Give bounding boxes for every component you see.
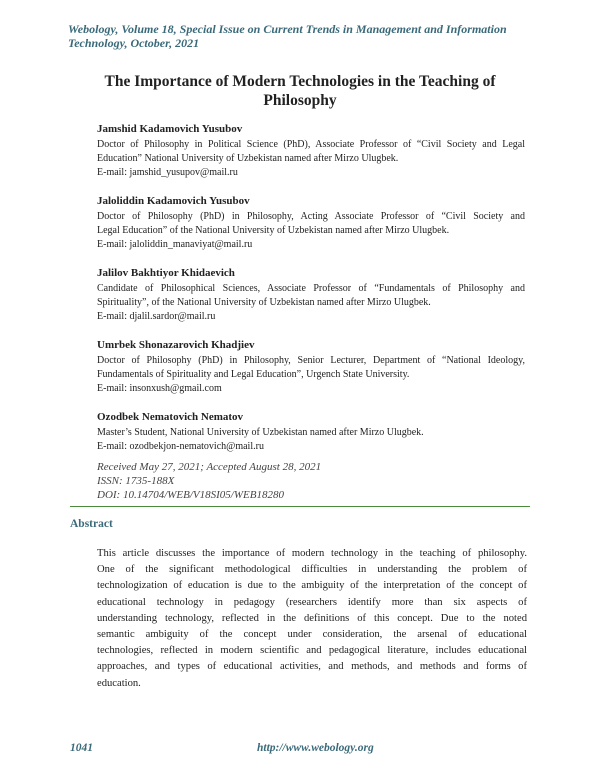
received-date: Received May 27, 2021; Accepted August 28, 2021 — [97, 461, 322, 473]
author-block — [97, 194, 525, 252]
abstract-heading: Abstract — [70, 518, 113, 530]
section-divider — [70, 506, 530, 507]
author-name: Jaloliddin Kadamovich Yusubov — [97, 195, 250, 207]
article-metadata — [97, 460, 321, 502]
author-email: E-mail: djalil.sardor@mail.ru — [97, 311, 216, 322]
abstract-line: technologies, reflected in modern scientific and pedagogical literature, includes educational — [97, 645, 527, 657]
abstract-line: educational technology in pedagogy (researchers identify more than six aspects of — [97, 596, 527, 608]
author-affiliation: Doctor of Philosophy (PhD) in Philosophy, Acting Associate Professor of “Civil Society and — [97, 211, 525, 222]
author-block — [97, 410, 525, 454]
author-block — [97, 122, 525, 180]
abstract-line: semantic ambiguity of the concept under consideration, the arsenal of educational — [97, 629, 527, 641]
author-name: Ozodbek Nematovich Nematov — [97, 411, 244, 423]
author-list — [97, 122, 525, 468]
author-affiliation: Doctor of Philosophy (PhD) in Philosophy, Senior Lecturer, Department of “National Ideology, — [97, 355, 525, 366]
author-email: E-mail: jaloliddin_manaviyat@mail.ru — [97, 239, 253, 250]
author-email: E-mail: insonxush@gmail.com — [97, 383, 222, 394]
paper-title-line: Philosophy — [263, 92, 337, 109]
journal-url[interactable]: http://www.webology.org — [257, 742, 374, 754]
issn: ISSN: 1735-188X — [97, 475, 175, 487]
page-number: 1041 — [70, 742, 93, 754]
author-block — [97, 338, 525, 396]
author-name: Jalilov Bakhtiyor Khidaevich — [97, 267, 235, 279]
journal-header-line: Technology, October, 2021 — [68, 36, 200, 50]
abstract-line: education. — [97, 677, 141, 689]
abstract-line: One of the significant methodological difficulties in understanding the problem of — [97, 564, 527, 576]
journal-header — [68, 22, 538, 50]
author-affiliation: Spirituality”, of the National University of Uzbekistan named after Mirzo Ulugbek. — [97, 297, 431, 308]
abstract-body — [97, 546, 527, 692]
abstract-line: understanding technology, reflected in the definitions of this concept. Due to the noted — [97, 612, 527, 624]
author-block — [97, 266, 525, 324]
author-affiliation: Master’s Student, National University of Uzbekistan named after Mirzo Ulugbek. — [97, 427, 424, 438]
paper-title — [80, 72, 520, 110]
author-affiliation: Candidate of Philosophical Sciences, Associate Professor of “Fundamentals of Philosophy and — [97, 283, 525, 294]
author-affiliation: Fundamentals of Spirituality and Legal Education”, Urgench State University. — [97, 369, 410, 380]
journal-header-line: Webology, Volume 18, Special Issue on Current Trends in Management and Information — [68, 22, 507, 36]
author-name: Jamshid Kadamovich Yusubov — [97, 123, 243, 135]
paper-title-line: The Importance of Modern Technologies in the Teaching of — [104, 73, 496, 90]
author-email: E-mail: jamshid_yusupov@mail.ru — [97, 167, 238, 178]
author-affiliation: Education” National University of Uzbekistan named after Mirzo Ulugbek. — [97, 153, 399, 164]
abstract-line: approaches, and types of educational activities, and methods, and methods and forms of — [97, 661, 527, 673]
doi: DOI: 10.14704/WEB/V18SI05/WEB18280 — [97, 489, 284, 501]
author-email: E-mail: ozodbekjon-nematovich@mail.ru — [97, 441, 264, 452]
author-affiliation: Doctor of Philosophy in Political Science (PhD), Associate Professor of “Civil Society and Legal — [97, 139, 525, 150]
abstract-line: technologization of education is due to the ambiguity of the interpretation of the concept of — [97, 580, 527, 592]
abstract-line: This article discusses the importance of modern technology in the teaching of philosophy. — [97, 548, 527, 559]
author-name: Umrbek Shonazarovich Khadjiev — [97, 339, 255, 351]
author-affiliation: Legal Education” of the National University of Uzbekistan named after Mirzo Ulugbek. — [97, 225, 450, 236]
